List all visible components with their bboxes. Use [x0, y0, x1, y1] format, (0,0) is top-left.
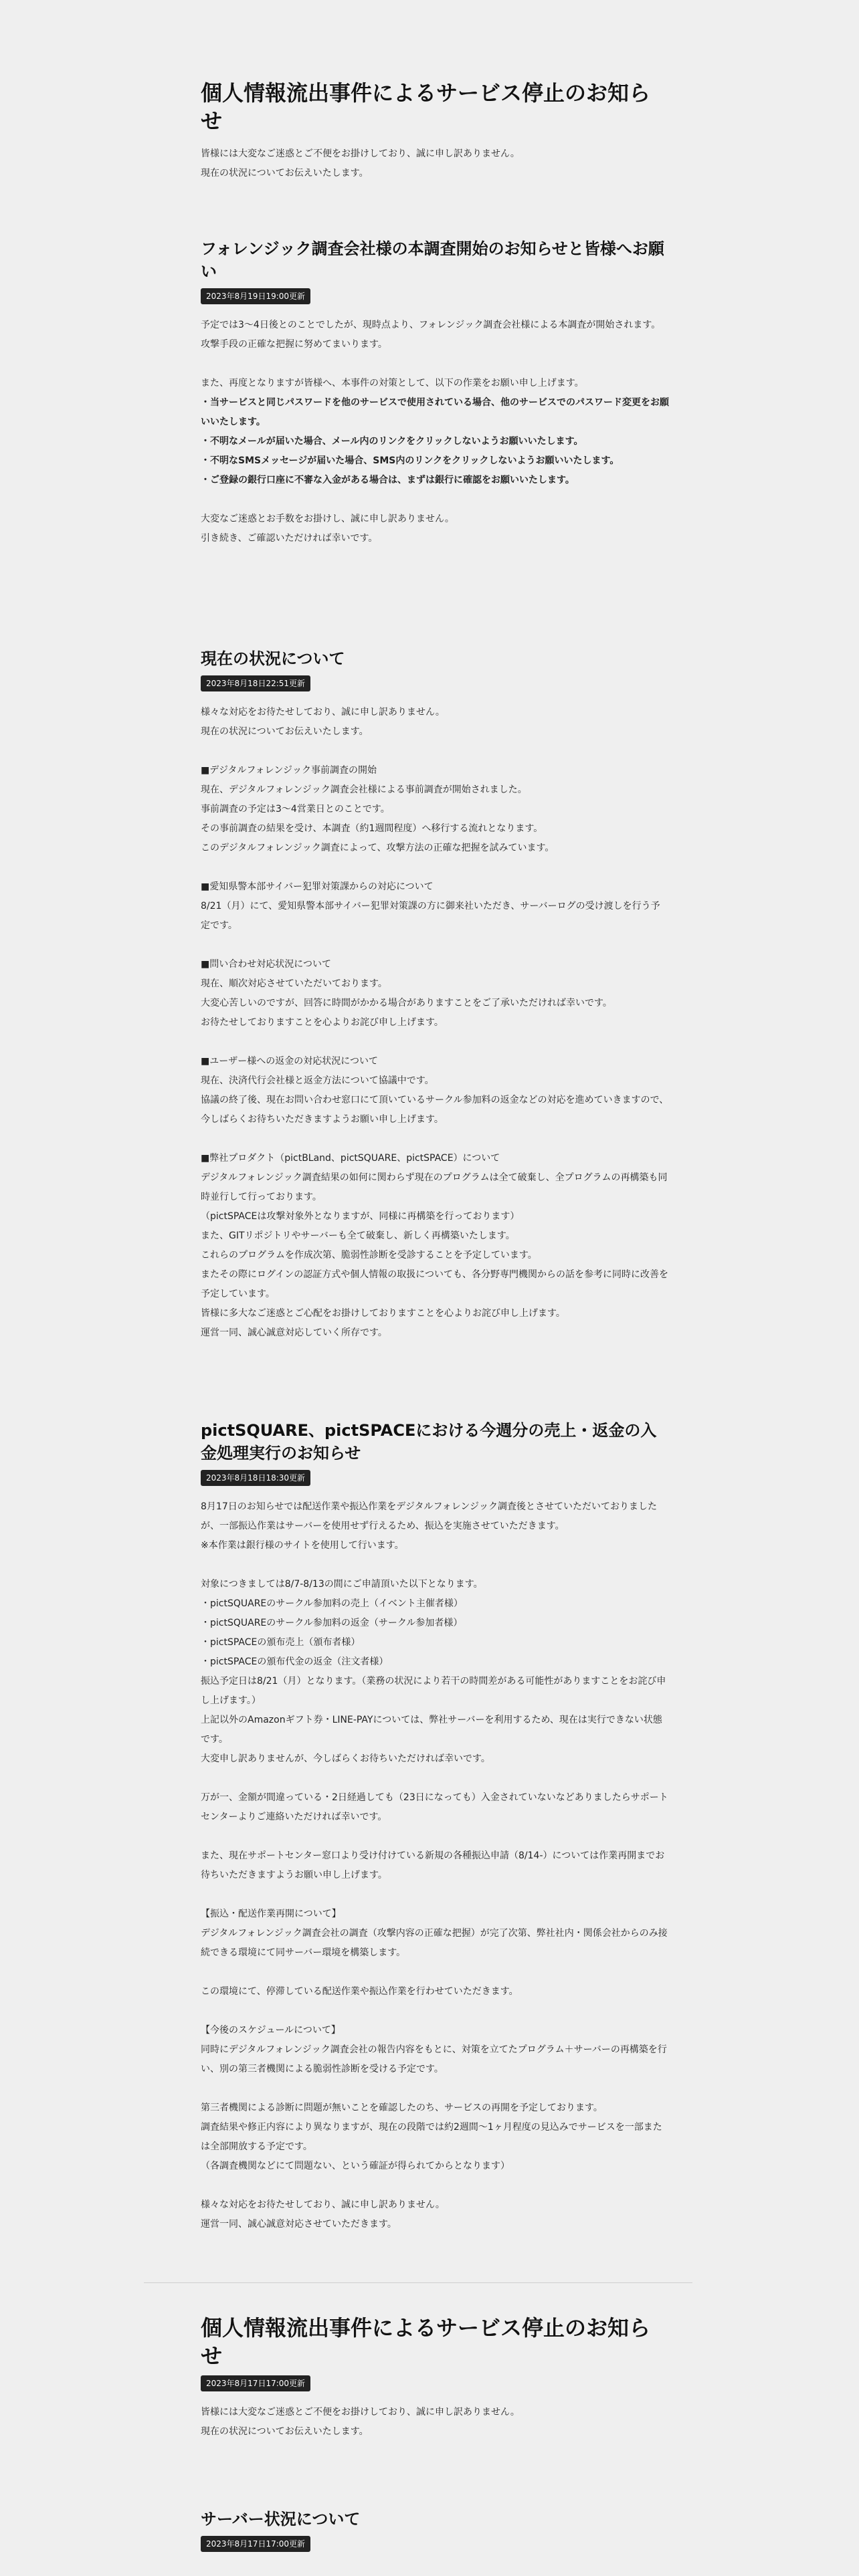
body-line: 皆様には大変なご迷惑とご不便をお掛けしており、誠に申し訳ありません。: [201, 2407, 520, 2418]
blank-line: [201, 1963, 669, 1982]
section-body: [201, 703, 669, 1343]
blank-line: [201, 2176, 669, 2195]
body-line: ■弊社プロダクト（pictBLand、pictSQUARE、pictSPACE）について: [201, 1153, 500, 1164]
body-line: 現在、デジタルフォレンジック調査会社様による事前調査が開始されました。: [201, 784, 527, 795]
body-line: ※本作業は銀行様のサイトを使用して行います。: [201, 1540, 404, 1551]
section-title: フォレンジック調査会社様の本調査開始のお知らせと皆様へお願い: [201, 239, 664, 281]
body-line: 大変心苦しいのですが、回答に時間がかかる場合がありますことをご了承いただければ幸いです。: [201, 998, 612, 1008]
body-line: ・不明なメールが届いた場合、メール内のリンクをクリックしないようお願いいたします。: [201, 436, 583, 447]
section-title: サーバー状況について: [201, 2510, 361, 2529]
body-line: 対象につきましては8/7-8/13の間にご申請頂いた以下となります。: [201, 1579, 483, 1590]
update-date-badge: 2023年8月19日19:00更新: [201, 288, 310, 304]
notice-section-service-stop: [201, 2314, 669, 2442]
section-divider: [144, 2282, 692, 2283]
body-line: 皆様に多大なご迷惑とご心配をお掛けしておりますことを心よりお詫び申し上げます。: [201, 1308, 565, 1319]
blank-line: [201, 1033, 669, 1052]
notice-section-intro: [201, 79, 669, 183]
body-line: 調査結果や修正内容により異なりますが、現在の段階では約2週間〜1ヶ月程度の見込みでサービスを一部または全部開放する予定です。: [201, 2122, 662, 2152]
body-line: 大変申し訳ありませんが、今しばらくお待ちいただければ幸いです。: [201, 1753, 490, 1764]
blank-line: [201, 354, 669, 374]
body-line: また、現在サポートセンター窓口より受け付けている新規の各種振込申請（8/14-）については作業再開までお待ちいただきますようお願い申し上げます。: [201, 1850, 665, 1881]
body-line: デジタルフォレンジック調査結果の如何に関わらず現在のプログラムは全て破棄し、全プログラムの再構築も同時並行して行っております。: [201, 1172, 668, 1202]
body-line: 予定では3〜4日後とのことでしたが、現時点より、フォレンジック調査会社様による本調査が開始されます。: [201, 320, 661, 330]
body-line: 様々な対応をお待たせしており、誠に申し訳ありません。: [201, 707, 445, 718]
body-line: 万が一、金額が間違っている・2日経過しても（23日になっても）入金されていないなどありましたらサポートセンターよりご連絡いただければ幸いです。: [201, 1792, 668, 1822]
blank-line: [201, 2002, 669, 2021]
body-line: 事前調査の予定は3〜4営業日とのことです。: [201, 804, 390, 815]
body-line: 運営一同、誠心誠意対応していく所存です。: [201, 1327, 387, 1338]
blank-line: [201, 490, 669, 510]
section-body: [201, 2403, 669, 2442]
update-date-badge: 2023年8月17日17:00更新: [201, 2375, 310, 2391]
section-title: 現在の状況について: [201, 649, 345, 668]
body-line: 大変なご迷惑とお手数をお掛けし、誠に申し訳ありません。: [201, 514, 454, 524]
body-line: ・当サービスと同じパスワードを他のサービスで使用されている場合、他のサービスでのパスワード変更をお願いいたします。: [201, 397, 669, 427]
body-line: ・pictSPACEの頒布売上（頒布者様）: [201, 1637, 361, 1648]
body-line: 現在の状況についてお伝えいたします。: [201, 168, 369, 179]
body-line: 協議の終了後、現在お問い合わせ窓口にて頂いているサークル参加料の返金などの対応を進めていきますので、今しばらくお待ちいただきますようお願い申し上げます。: [201, 1095, 669, 1125]
blank-line: [201, 1827, 669, 1846]
body-line: 引き続き、ご確認いただければ幸いです。: [201, 533, 378, 544]
body-line: （各調査機関などにて問題ない、という確証が得られてからとなります）: [201, 2161, 510, 2171]
section-title: pictSQUARE、pictSPACEにおける今週分の売上・返金の入金処理実行のお知らせ: [201, 1421, 657, 1463]
page-title: 個人情報流出事件によるサービス停止のお知らせ: [201, 80, 651, 134]
body-line: 現在の状況についてお伝えいたします。: [201, 726, 369, 737]
body-line: ・pictSQUAREのサークル参加料の返金（サークル参加者様）: [201, 1618, 463, 1628]
body-line: また、再度となりますが皆様へ、本事件の対策として、以下の作業をお願い申し上げます。: [201, 378, 584, 389]
body-line: 運営一同、誠心誠意対応させていただきます。: [201, 2219, 397, 2230]
blank-line: [201, 2079, 669, 2099]
body-line: このデジタルフォレンジック調査によって、攻撃方法の正確な把握を試みています。: [201, 843, 555, 853]
body-line: その事前調査の結果を受け、本調査（約1週間程度）へ移行する流れとなります。: [201, 823, 543, 834]
body-line: ・ご登録の銀行口座に不審な入金がある場合は、まずは銀行に確認をお願いいたします。: [201, 475, 575, 486]
body-line: （pictSPACEは攻撃対象外となりますが、同様に再構築を行っております）: [201, 1211, 520, 1222]
body-line: ■愛知県警本部サイバー犯罪対策課からの対応について: [201, 881, 434, 892]
body-line: 様々な対応をお待たせしており、誠に申し訳ありません。: [201, 2199, 445, 2210]
body-line: 現在、決済代行会社様と返金方法について協議中です。: [201, 1075, 434, 1086]
section-title: 個人情報流出事件によるサービス停止のお知らせ: [201, 2315, 651, 2369]
body-line: 上記以外のAmazonギフト券・LINE-PAYについては、弊社サーバーを利用するため、現在は実行できない状態です。: [201, 1715, 662, 1745]
body-line: ■ユーザー様への返金の対応状況について: [201, 1056, 378, 1067]
body-line: この環境にて、停滞している配送作業や振込作業を行わせていただきます。: [201, 1986, 518, 1997]
body-line: 振込予定日は8/21（月）となります。（業務の状況により若干の時間差がある可能性がありますことをお詫び申し上げます。）: [201, 1676, 666, 1706]
body-line: 第三者機関による診断に問題が無いことを確認したのち、サービスの再開を予定しております。: [201, 2103, 603, 2113]
blank-line: [201, 742, 669, 761]
body-line: 8月17日のお知らせでは配送作業や振込作業をデジタルフォレンジック調査後とさせていただいておりましたが、一部振込作業はサーバーを使用せず行えるため、振込を実施させていただきます。: [201, 1501, 658, 1531]
body-line: 現在の状況についてお伝えいたします。: [201, 2426, 369, 2437]
body-line: お待たせしておりますことを心よりお詫び申し上げます。: [201, 1017, 444, 1028]
body-line: これらのプログラムを作成次第、脆弱性診断を受診することを予定しています。: [201, 1250, 537, 1261]
body-line: また、GITリポジトリやサーバーも全て破棄し、新しく再構築いたします。: [201, 1230, 515, 1241]
section-body: [201, 144, 669, 183]
blank-line: [201, 1555, 669, 1575]
blank-line: [201, 1885, 669, 1905]
notice-section-status: [201, 647, 669, 1343]
update-date-badge: 2023年8月17日17:00更新: [201, 2536, 310, 2552]
body-line: 攻撃手段の正確な把握に努めてまいります。: [201, 339, 387, 350]
body-line: ■デジタルフォレンジック事前調査の開始: [201, 765, 377, 776]
body-line: ■問い合わせ対応状況について: [201, 959, 331, 970]
notice-section-forensic-start: [201, 237, 669, 548]
body-line: 現在、順次対応させていただいております。: [201, 978, 387, 989]
blank-line: [201, 858, 669, 877]
section-body: [201, 316, 669, 548]
body-line: デジタルフォレンジック調査会社の調査（攻撃内容の正確な把握）が完了次第、弊社社内・関係会社からのみ接続できる環境にて同サーバー環境を構築します。: [201, 1928, 668, 1958]
notice-section-payment: [201, 1419, 669, 2234]
body-line: ・pictSPACEの頒布代金の返金（注文者様）: [201, 1656, 389, 1667]
section-body: [201, 1497, 669, 2234]
update-date-badge: 2023年8月18日22:51更新: [201, 675, 310, 691]
body-line: 【振込・配送作業再開について】: [201, 1909, 341, 1919]
update-date-badge: 2023年8月18日18:30更新: [201, 1470, 310, 1486]
body-line: 皆様には大変なご迷惑とご不便をお掛けしており、誠に申し訳ありません。: [201, 148, 520, 159]
body-line: 8/21（月）にて、愛知県警本部サイバー犯罪対策課の方に御来社いただき、サーバーログの受け渡しを行う予定です。: [201, 901, 660, 931]
blank-line: [201, 1769, 669, 1788]
body-line: またその際にログインの認証方式や個人情報の取扱についても、各分野専門機関からの話を参考に同時に改善を予定しています。: [201, 1269, 669, 1299]
blank-line: [201, 1130, 669, 1149]
body-line: 同時にデジタルフォレンジック調査会社の報告内容をもとに、対策を立てたプログラム＋サーバーの再構築を行い、別の第三者機関による脆弱性診断を受ける予定です。: [201, 2044, 667, 2074]
blank-line: [201, 936, 669, 955]
notice-section-server: [201, 2508, 669, 2554]
body-line: ・pictSQUAREのサークル参加料の売上（イベント主催者様）: [201, 1598, 463, 1609]
body-line: ・不明なSMSメッセージが届いた場合、SMS内のリンクをクリックしないようお願いいたします。: [201, 455, 619, 466]
body-line: 【今後のスケジュールについて】: [201, 2025, 341, 2036]
